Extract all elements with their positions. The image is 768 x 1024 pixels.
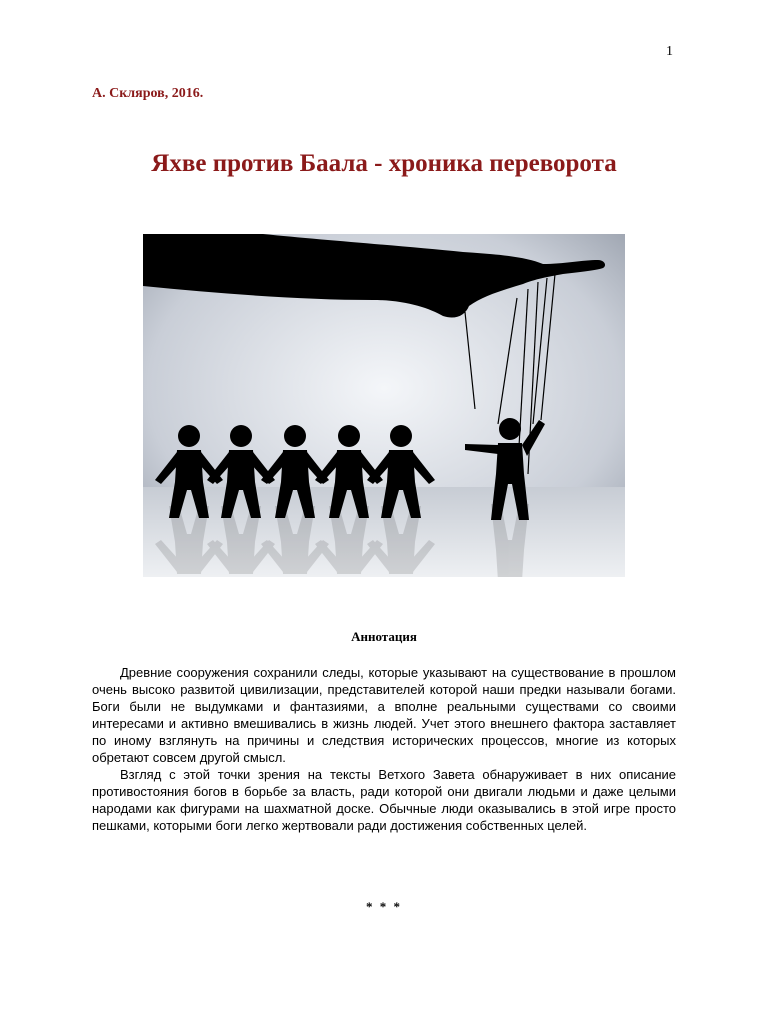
puppeteer-hand-icon	[143, 234, 625, 577]
abstract-paragraph: Древние сооружения сохранили следы, которые указывают на существование в прошлом очень высоко развитой цивилизации, представителей которой наши предки называли богами. Боги были не выдумками и фантазиями, а вполне реальными существами со своими интересами и активно вмешивались в жизнь людей. Учет этого внешнего фактора заставляет по иному взглянуть на причины и следствия исторических процессов, многие из которых обретают совсем другой смысл.	[92, 665, 676, 765]
section-separator: * * *	[366, 899, 402, 914]
abstract-body	[92, 664, 676, 834]
author-line: А. Скляров, 2016.	[92, 86, 204, 101]
document-title: Яхве против Баала - хроника переворота	[151, 150, 617, 177]
abstract-paragraph: Взгляд с этой точки зрения на тексты Ветхого Завета обнаруживает в них описание противостояния богов в борьбе за власть, ради которой они двигали людьми и даже целыми народами как фигурами на шахматной доске. Обычные люди оказывались в этой игре просто пешками, которыми боги легко жертвовали ради достижения собственных целей.	[92, 767, 676, 833]
abstract-heading: Аннотация	[351, 629, 417, 644]
page-number: 1	[666, 44, 673, 59]
